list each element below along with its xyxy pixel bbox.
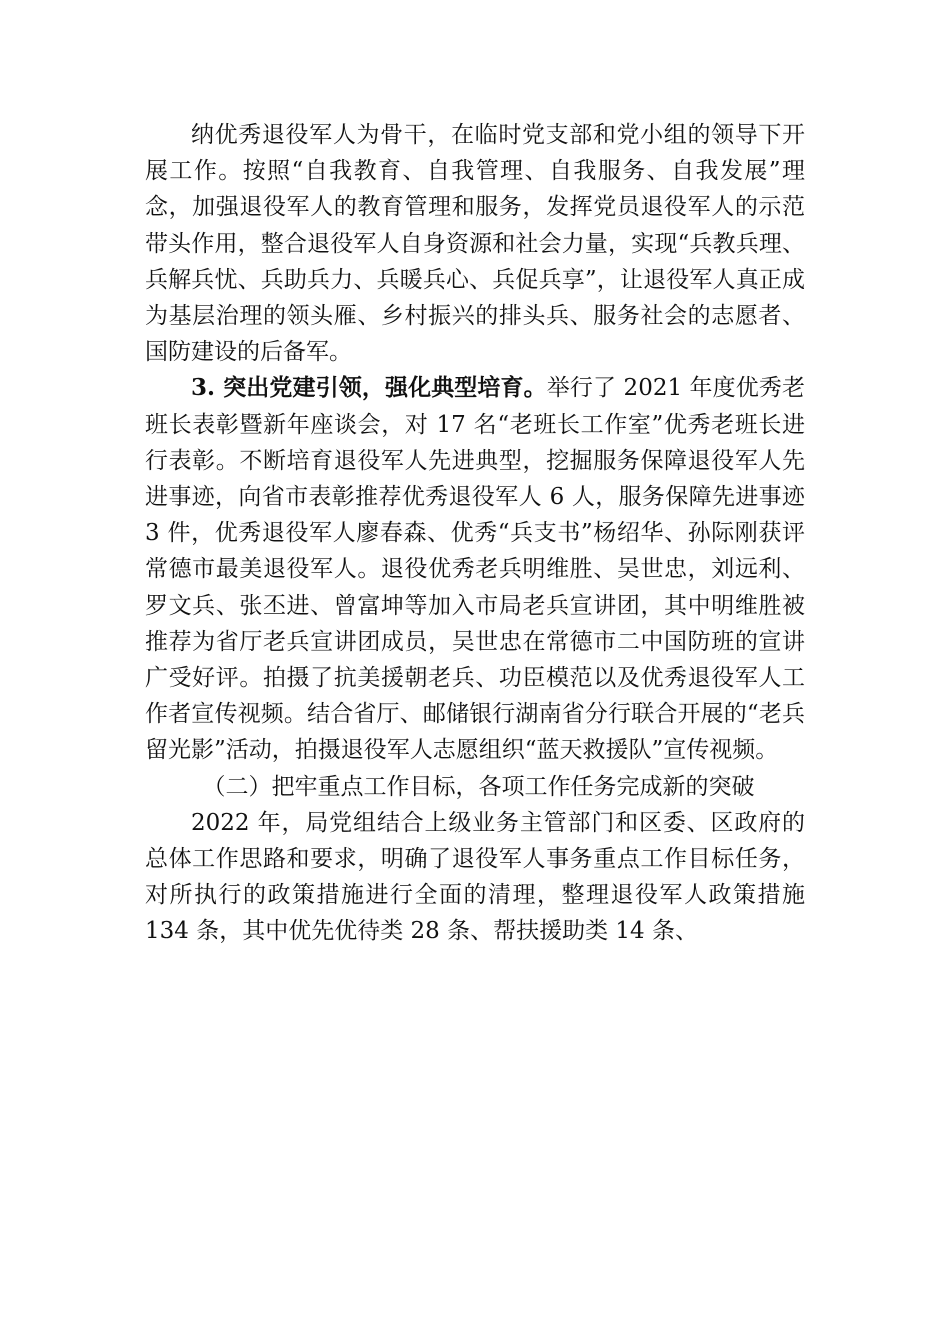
document-body bbox=[145, 117, 805, 950]
paragraph-veterans-organization: 纳优秀退役军人为骨干，在临时党支部和党小组的领导下开展工作。按照“自我教育、自我管理、自我服务、自我发展”理念，加强退役军人的教育管理和服务，发挥党员退役军人的示范带头作用，整合退役军人自身资源和社会力量，实现“兵教兵理、兵解兵忧、兵助兵力、兵暖兵心、兵促兵享”，让退役军人真正成为基层治理的领头雁、乡村振兴的排头兵、服务社会的志愿者、国防建设的后备军。 bbox=[145, 122, 805, 366]
paragraph-2022-tasks: 2022 年，局党组结合上级业务主管部门和区委、区政府的总体工作思路和要求，明确了退役军人事务重点工作目标任务，对所执行的政策措施进行全面的清理，整理退役军人政策措施 134 条，其中优先优待类 28 条、帮扶援助类 14 条、 bbox=[145, 809, 805, 945]
paragraph-party-building bbox=[145, 370, 805, 768]
section-3-body: 举行了 2021 年度优秀老班长表彰暨新年座谈会，对 17 名“老班长工作室”优秀老班长进行表彰。不断培育退役军人先进典型，挖掘服务保障退役军人先进事迹，向省市表彰推荐优秀退役军人 6 人，服务保障先进事迹 3 件，优秀退役军人廖春森、优秀“兵支书”杨绍华、孙际刚获评常德市最美退役军人。退役优秀老兵明维胜、吴世忠，刘远利、罗文兵、张丕进、曾富坤等加入市局老兵宣讲团，其中明维胜被推荐为省厅老兵宣讲团成员，吴世忠在常德市二中国防班的宣讲广受好评。拍摄了抗美援朝老兵、功臣模范以及优秀退役军人工作者宣传视频。结合省厅、邮储银行湖南省分行联合开展的“老兵留光影”活动，拍摄退役军人志愿组织“蓝天救援队”宣传视频。 bbox=[145, 375, 805, 764]
subheading-key-work-goals: （二）把牢重点工作目标，各项工作任务完成新的突破 bbox=[202, 773, 755, 800]
section-heading-3: 3. 突出党建引领，强化典型培育。 bbox=[191, 374, 547, 402]
